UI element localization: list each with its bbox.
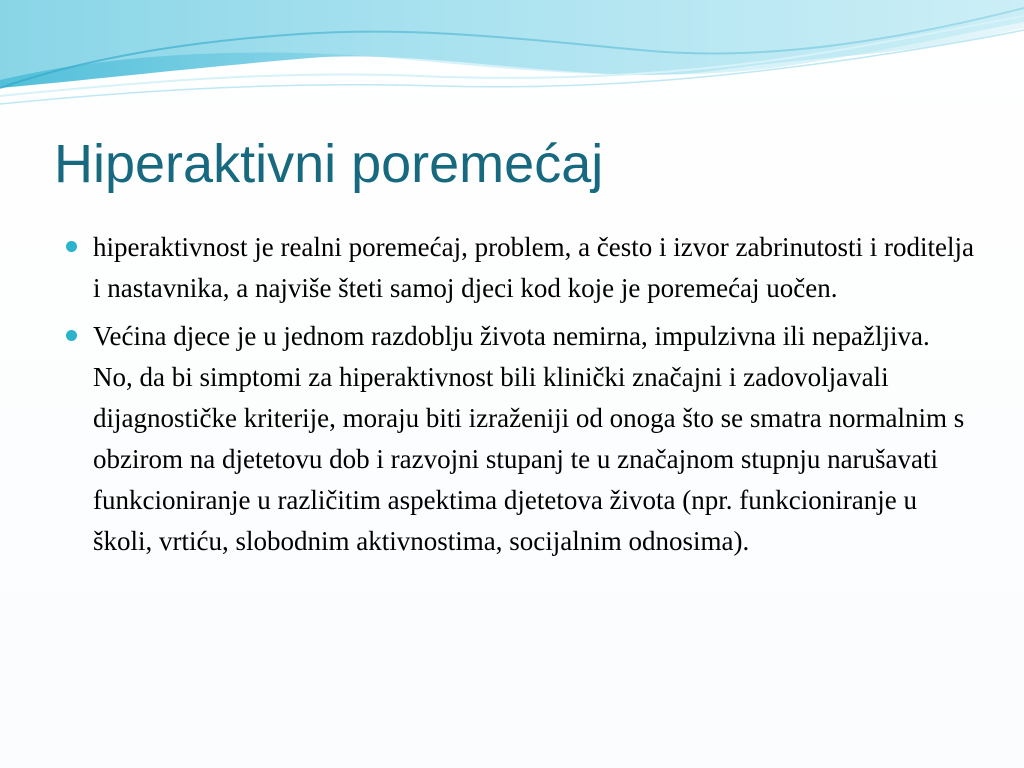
bullet-icon	[66, 330, 77, 341]
bullet-icon	[66, 241, 77, 252]
bullet-item	[64, 316, 974, 562]
header-wave-decoration	[0, 0, 1024, 130]
slide-title: Hiperaktivni poremećaj	[54, 134, 604, 194]
bullet-list	[64, 227, 974, 569]
bullet-item	[64, 227, 974, 309]
bullet-text: hiperaktivnost je realni poremećaj, problem, a često i izvor zabrinutosti i roditelja i nastavnika, a najviše šteti samoj djeci kod koje je poremećaj uočen.	[93, 232, 974, 303]
bullet-text: Većina djece je u jednom razdoblju života nemirna, impulzivna ili nepažljiva. No, da bi simptomi za hiperaktivnost bili klinički značajni i zadovoljavali dijagnostičke kriterije, moraju biti izraženiji od onoga što se smatra normalnim s obzirom na djetetovu dob i razvojni stupanj te u značajnom stupnju narušavati funkcioniranje u različitim aspektima djetetova života (npr. funkcioniranje u školi, vrtiću, slobodnim aktivnostima, socijalnim odnosima).	[93, 321, 965, 556]
